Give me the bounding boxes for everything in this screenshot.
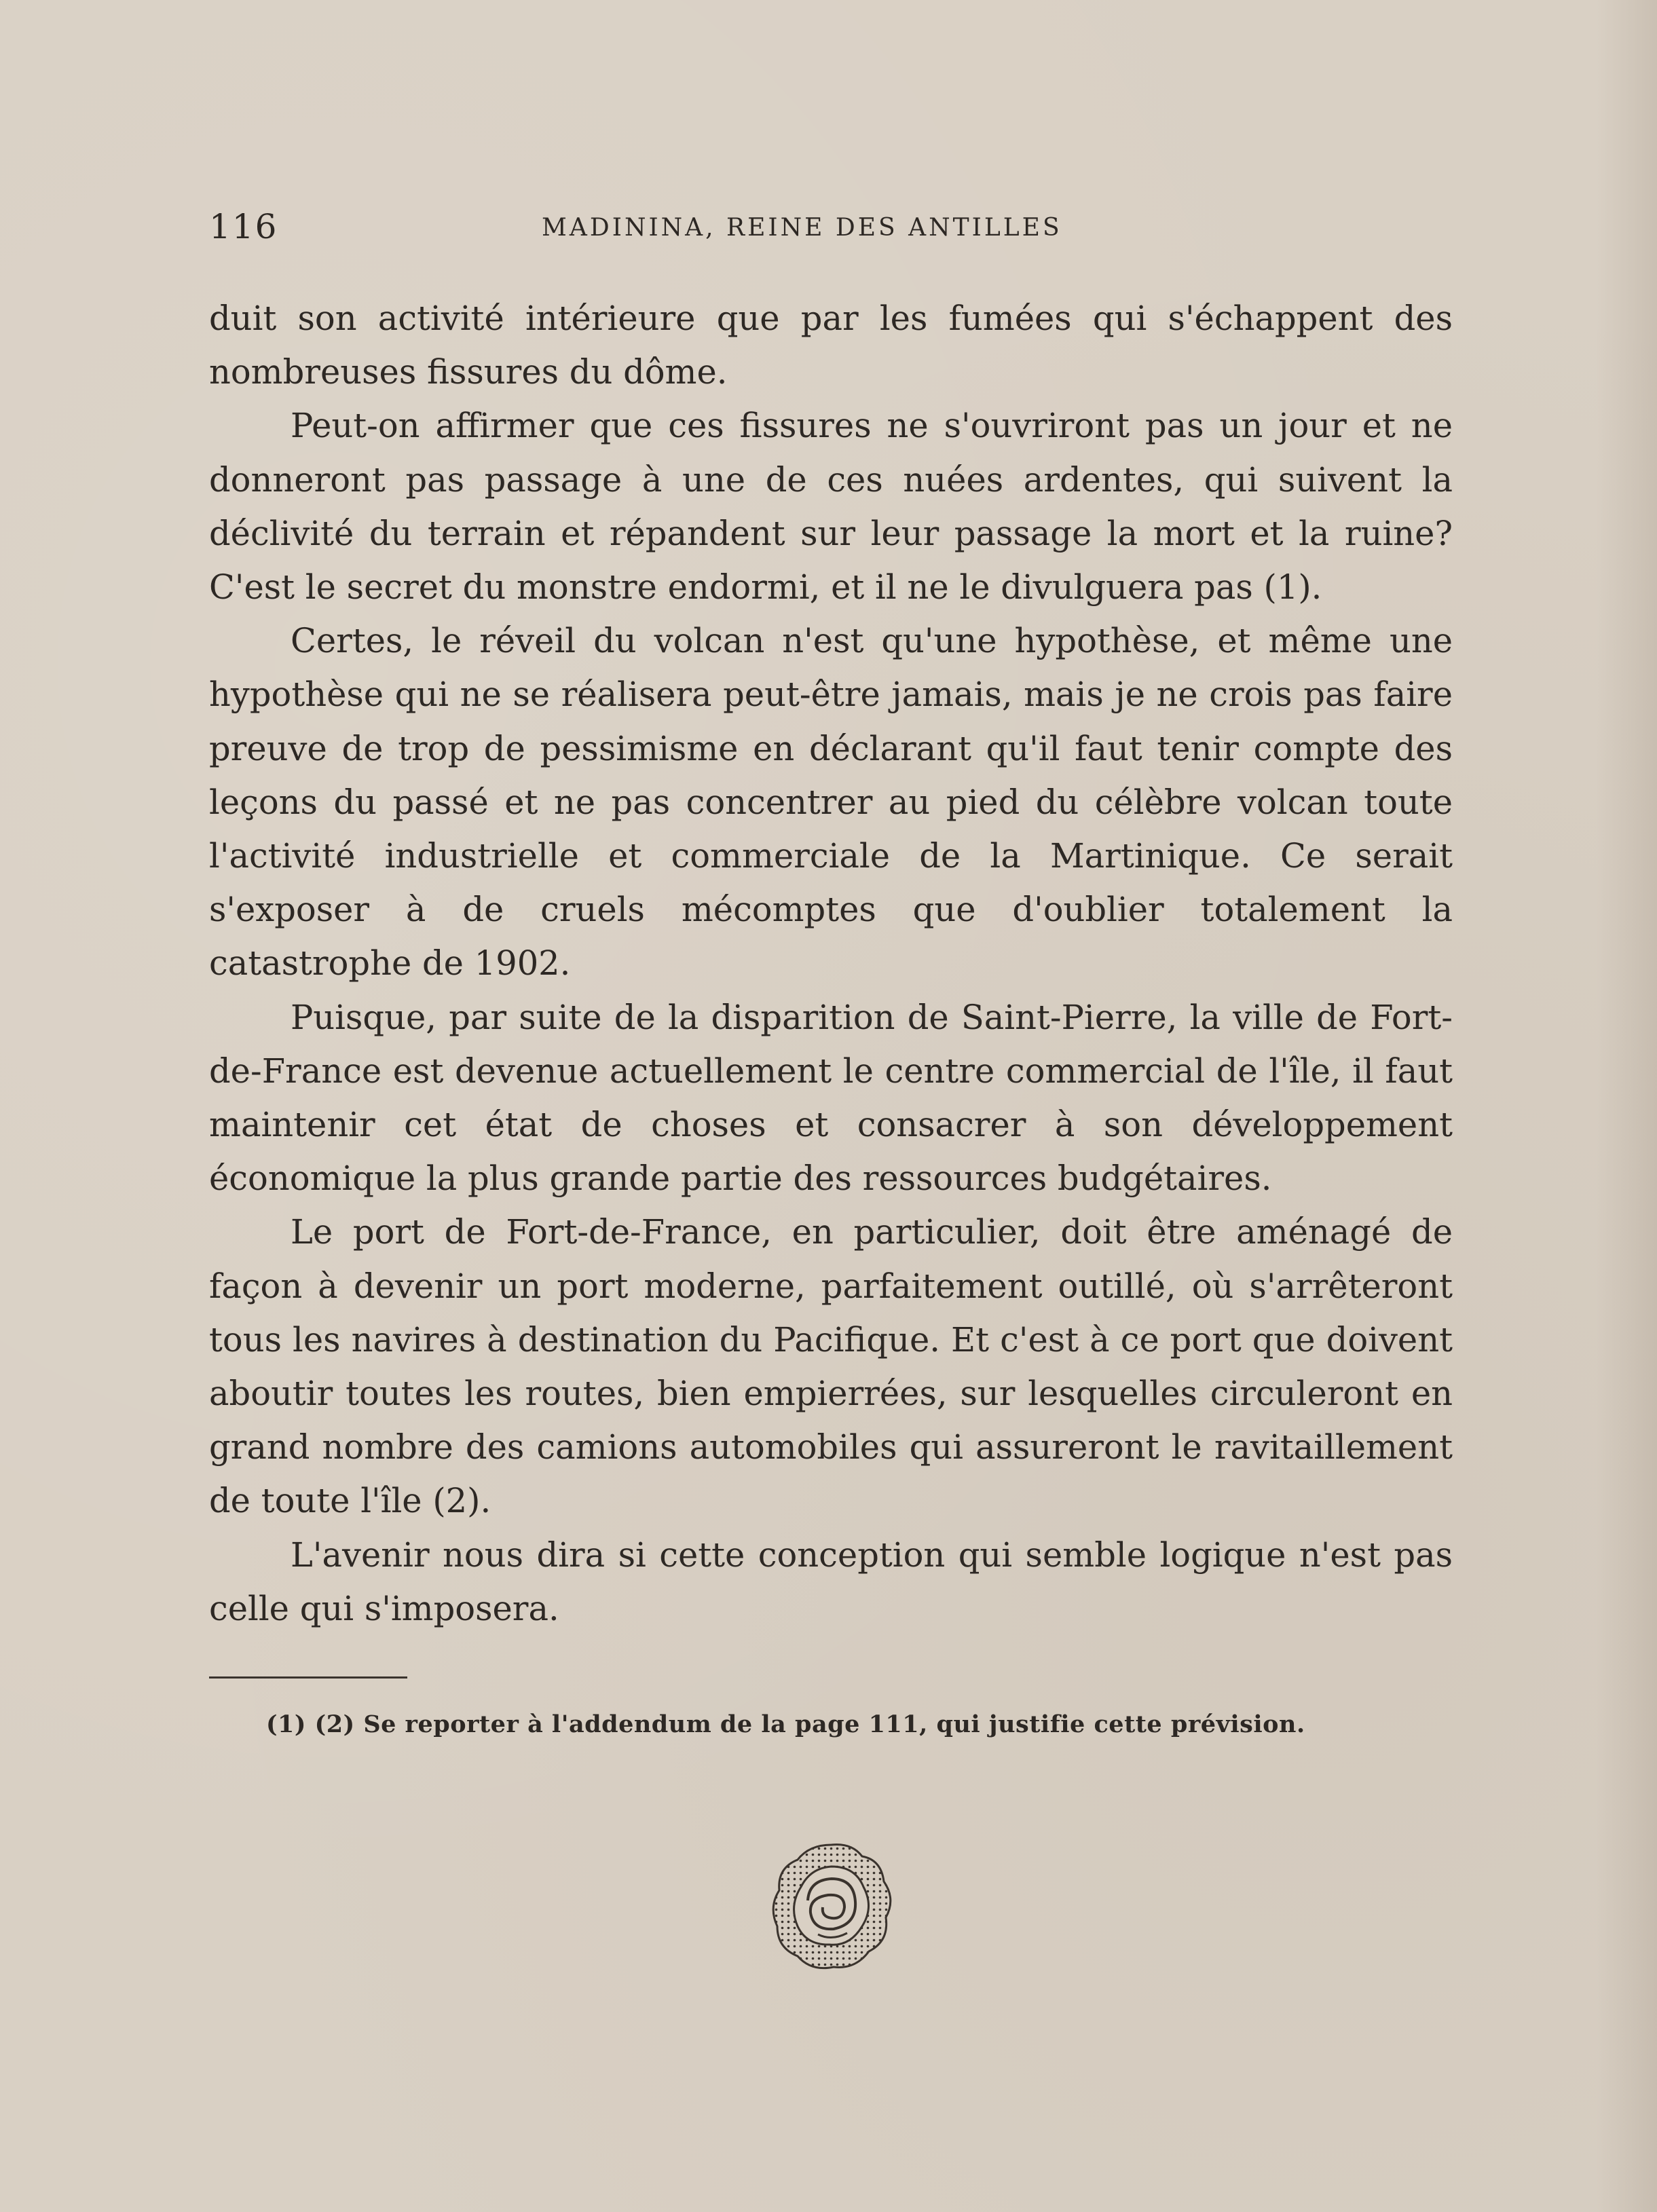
body-text [209,292,1453,1636]
paragraph: duit son activité intérieure que par les fumées qui s'échappent des nombreuses fissures du dôme. [209,299,1453,392]
rose-ornament-icon [767,1839,896,1975]
page-edge-shadow [1596,0,1657,2212]
paragraph: Le port de Fort-de-France, en particulier, doit être aménagé de façon à devenir un port moderne, parfaitement outillé, où s'arrêteront tous les navires à destination du Pacifique. Et c'est à ce port que doivent aboutir toutes les routes, bien empierrées, sur lesquelles circuleront en grand nombre des camions automobiles qui assureront le ravitaillement de toute l'île (2). [209,1212,1453,1521]
running-title: MADININA, REINE DES ANTILLES [542,214,1062,242]
paragraph: Certes, le réveil du volcan n'est qu'une hypothèse, et même une hypothèse qui ne se réalisera peut-être jamais, mais je ne crois pas faire preuve de trop de pessimisme en déclarant qu'il faut tenir compte des leçons du passé et ne pas concentrer au pied du célèbre volcan toute l'activité industrielle et commerciale de la Martinique. Ce serait s'exposer à de cruels mécomptes que d'oublier totalement la catastrophe de 1902. [209,621,1453,983]
footnote: (1) (2) Se reporter à l'addendum de la page 111, qui justifie cette prévision. [266,1710,1305,1738]
paragraph: L'avenir nous dira si cette conception qui semble logique n'est pas celle qui s'imposera. [209,1535,1453,1628]
footnote-rule [209,1676,407,1679]
paragraph: Peut-on affirmer que ces fissures ne s'ouvriront pas un jour et ne donneront pas passage à une de ces nuées ardentes, qui suivent la déclivité du terrain et répandent sur leur passage la mort et la ruine? C'est le secret du monstre endormi, et il ne le divulguera pas (1). [209,406,1453,607]
page-header [209,207,1453,255]
page-number: 116 [209,207,278,246]
paragraph: Puisque, par suite de la disparition de Saint-Pierre, la ville de Fort-de-France est devenue actuellement le centre commercial de l'île, il faut maintenir cet état de choses et consacrer à son développement économique la plus grande partie des ressources budgétaires. [209,997,1453,1199]
